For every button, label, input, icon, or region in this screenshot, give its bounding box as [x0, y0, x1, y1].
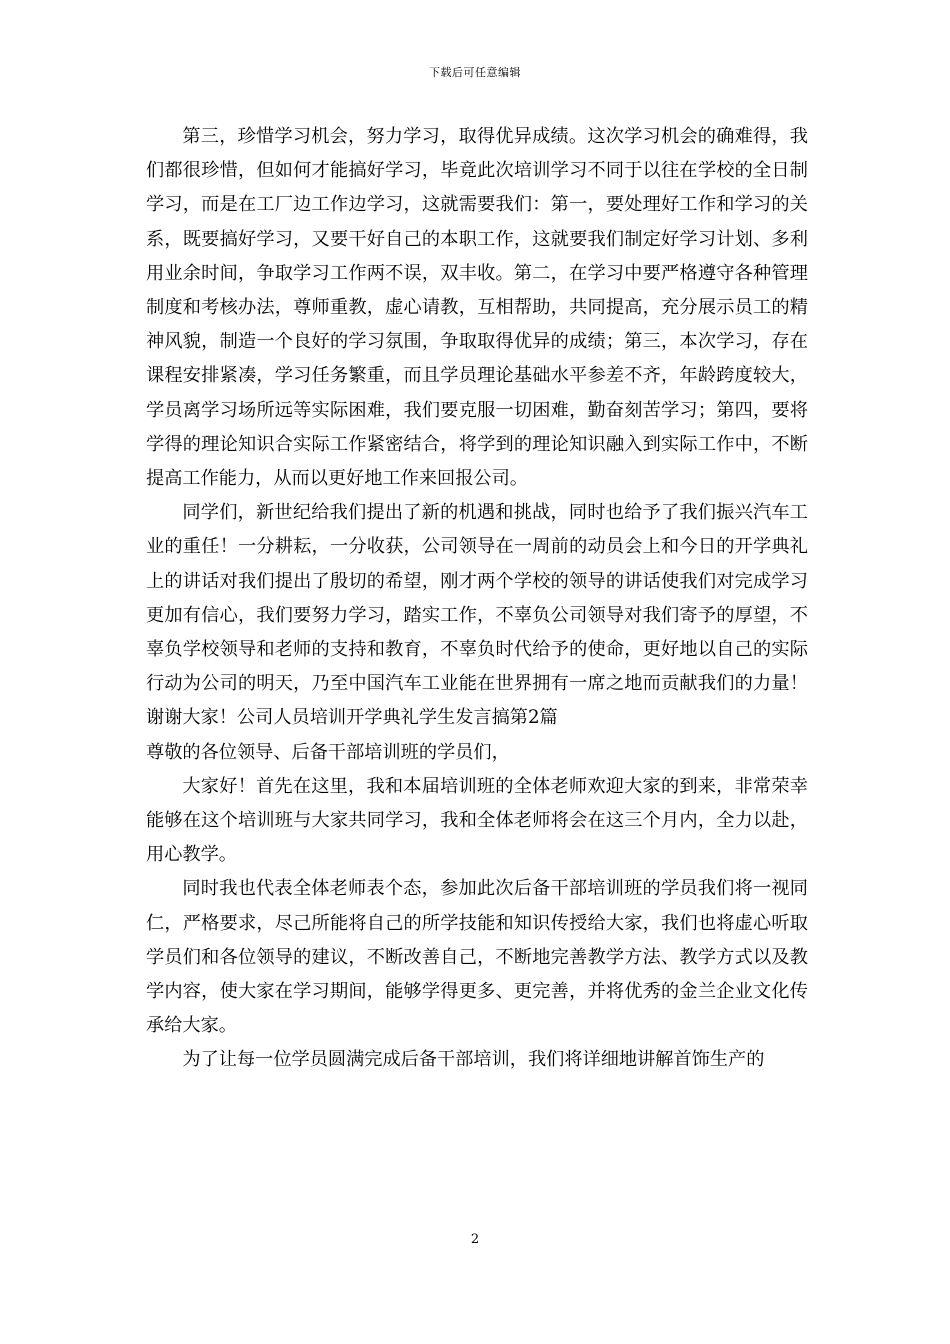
paragraph-students-closing: 同学们，新世纪给我们提出了新的机遇和挑战，同时也给予了我们振兴汽车工业的重任！一分耕耘，一分收获，公司领导在一周前的动员会上和今日的开学典礼上的讲话对我们提出了殷切的希望，刚才两个学校的领导的讲话使我们对完成学习更加有信心，我们要努力学习，踏实工作，不辜负公司领导对我们寄予的厚望，不辜负学校领导和老师的支持和教育，不辜负时代给予的使命，更好地以自己的实际行动为公司的明天，乃至中国汽车工业能在世界拥有一席之地而贡献我们的力量！谢谢大家！公司人员培训开学典礼学生发言搞第2篇 [146, 502, 808, 729]
document-body [146, 120, 808, 1078]
header-note: 下载后可任意编辑 [429, 66, 521, 79]
paragraph-training-intro: 为了让每一位学员圆满完成后备干部培训，我们将详细地讲解首饰生产的 [182, 1049, 765, 1071]
paragraph-welcome: 大家好！首先在这里，我和本届培训班的全体老师欢迎大家的到来，非常荣幸能够在这个培训班与大家共同学习，我和全体老师将会在这三个月内，全力以赴，用心教学。 [146, 775, 808, 866]
page-number: 2 [470, 1232, 480, 1247]
paragraph-study-advice: 第三，珍惜学习机会，努力学习，取得优异成绩。这次学习机会的确难得，我们都很珍惜，但如何才能搞好学习，毕竟此次培训学习不同于以往在学校的全日制学习，而是在工厂边工作边学习，这就需要我们：第一，要处理好工作和学习的关系，既要搞好学习，又要干好自己的本职工作，这就要我们制定好学习计划、多利用业余时间，争取学习工作两不误，双丰收。第二，在学习中要严格遵守各种管理制度和考核办法，尊师重教，虚心请教，互相帮助，共同提高，充分展示员工的精神风貌，制造一个良好的学习氛围，争取取得优异的成绩；第三，本次学习，存在课程安排紧凑，学习任务繁重，而且学员理论基础水平参差不齐，年龄跨度较大，学员离学习场所远等实际困难，我们要克服一切困难，勤奋刻苦学习；第四，要将学得的理论知识合实际工作紧密结合，将学到的理论知识融入到实际工作中，不断提高工作能力，从而以更好地工作来回报公司。 [146, 126, 808, 490]
paragraph-teacher-pledge: 同时我也代表全体老师表个态，参加此次后备干部培训班的学员我们将一视同仁，严格要求，尽己所能将自己的所学技能和知识传授给大家，我们也将虚心听取学员们和各位领导的建议，不断改善自己，不断地完善教学方法、教学方式以及教学内容，使大家在学习期间，能够学得更多、更完善，并将优秀的金兰企业文化传承给大家。 [146, 878, 808, 1037]
paragraph-salutation: 尊敬的各位领导、后备干部培训班的学员们， [146, 741, 510, 763]
